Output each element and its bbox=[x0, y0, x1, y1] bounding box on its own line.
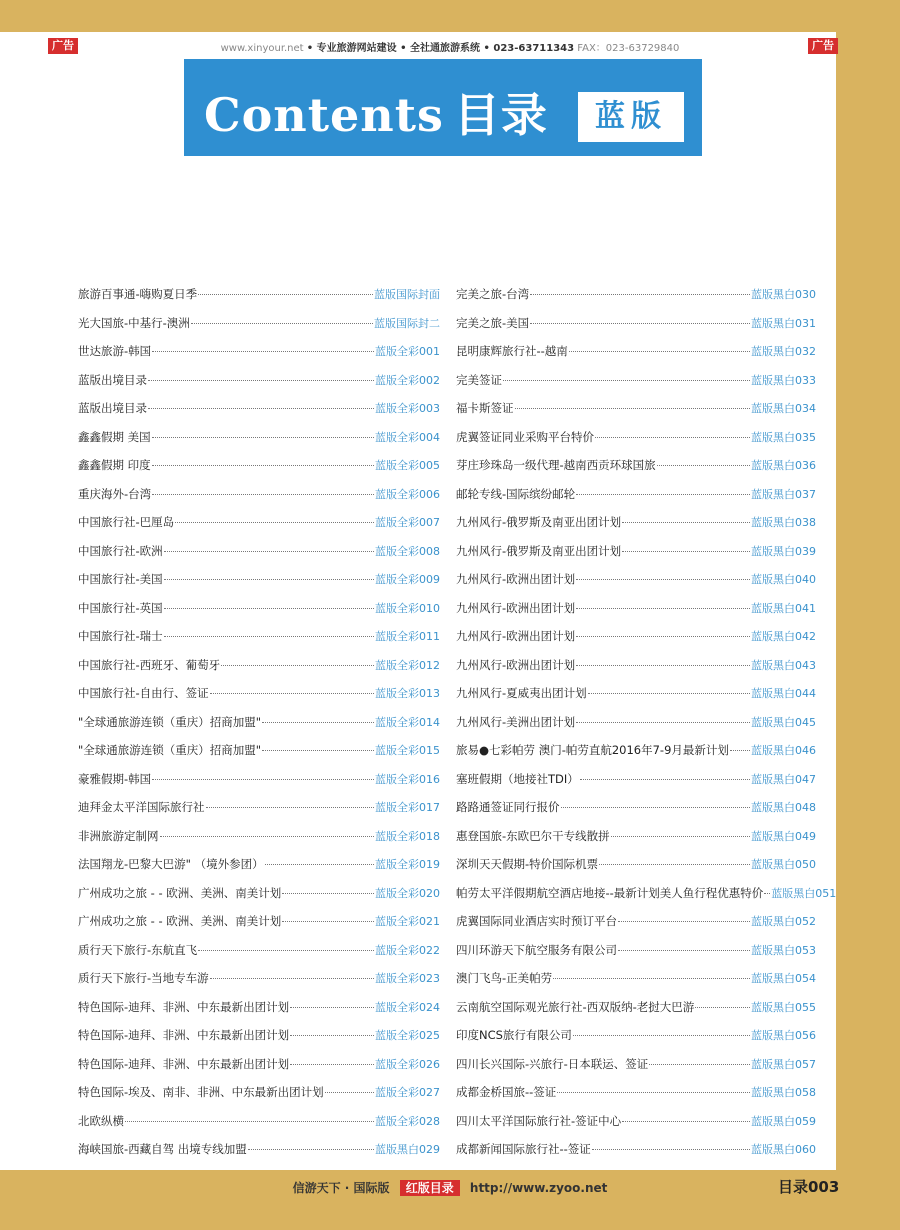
toc-entry-page: 蓝版黑白029 bbox=[375, 1143, 440, 1156]
toc-entry-title: 完美签证 bbox=[456, 372, 502, 387]
toc-leader-dots bbox=[561, 807, 751, 808]
toc-entry-title: 虎翼签证同业采购平台特价 bbox=[456, 429, 594, 444]
toc-entry[interactable] bbox=[78, 771, 440, 800]
toc-entry-page: 蓝版全彩025 bbox=[375, 1029, 440, 1042]
edition-badge: 蓝版 bbox=[578, 92, 684, 142]
toc-entry-page: 蓝版黑白038 bbox=[751, 516, 816, 529]
toc-leader-dots bbox=[573, 1035, 750, 1036]
toc-entry[interactable] bbox=[456, 1084, 816, 1113]
toc-entry-page: 蓝版全彩016 bbox=[375, 772, 440, 786]
toc-entry-title: 豪雅假期-韩国 bbox=[78, 771, 152, 786]
toc-entry[interactable] bbox=[78, 742, 440, 771]
toc-entry-page: 蓝版黑白033 bbox=[751, 373, 816, 387]
toc-leader-dots bbox=[262, 722, 374, 723]
toc-leader-dots bbox=[290, 1064, 374, 1065]
toc-entry-page: 蓝版全彩009 bbox=[375, 573, 440, 586]
toc-entry-page: 蓝版全彩010 bbox=[375, 601, 440, 615]
toc-leader-dots bbox=[210, 693, 374, 694]
toc-entry[interactable] bbox=[456, 628, 816, 657]
toc-leader-dots bbox=[325, 1092, 374, 1093]
toc-entry-page: 蓝版黑白031 bbox=[751, 316, 816, 330]
toc-leader-dots bbox=[622, 1121, 750, 1122]
toc-entry-page: 蓝版黑白045 bbox=[751, 715, 816, 729]
toc-entry[interactable] bbox=[456, 315, 816, 344]
toc-entry[interactable] bbox=[78, 1056, 440, 1085]
toc-leader-dots bbox=[622, 551, 750, 552]
toc-leader-dots bbox=[622, 522, 750, 523]
toc-entry-title: 中国旅行社-欧洲 bbox=[78, 543, 163, 558]
footer-section-badge: 红版目录 bbox=[400, 1180, 460, 1196]
toc-entry[interactable] bbox=[456, 714, 816, 743]
toc-leader-dots bbox=[164, 579, 374, 580]
toc-entry-page: 蓝版黑白030 bbox=[751, 288, 816, 301]
toc-entry[interactable] bbox=[456, 400, 816, 429]
toc-leader-dots bbox=[160, 836, 375, 837]
toc-entry[interactable] bbox=[456, 372, 816, 401]
toc-entry-page: 蓝版黑白052 bbox=[751, 915, 816, 928]
toc-entry[interactable] bbox=[78, 400, 440, 429]
toc-entry-title: 九州风行-欧洲出团计划 bbox=[456, 629, 576, 643]
toc-entry[interactable] bbox=[78, 315, 440, 344]
toc-entry-page: 蓝版全彩008 bbox=[375, 544, 440, 558]
header-services: • 专业旅游网站建设 • 全社通旅游系统 • 023-63711343 bbox=[306, 43, 575, 54]
toc-entry-page: 蓝版黑白048 bbox=[751, 801, 816, 814]
toc-leader-dots bbox=[262, 750, 374, 751]
toc-entry[interactable] bbox=[78, 999, 440, 1028]
toc-leader-dots bbox=[164, 608, 374, 609]
toc-entry-title: 九州风行-俄罗斯及南亚出团计划 bbox=[456, 543, 622, 558]
toc-entry-title: 九州风行-欧洲出团计划 bbox=[456, 600, 576, 615]
toc-entry[interactable] bbox=[456, 828, 816, 857]
toc-leader-dots bbox=[152, 465, 374, 466]
toc-entry[interactable] bbox=[456, 429, 816, 458]
toc-entry[interactable] bbox=[456, 571, 816, 600]
toc-entry[interactable] bbox=[78, 799, 440, 828]
toc-leader-dots bbox=[152, 437, 374, 438]
toc-entry-title: 蓝版出境目录 bbox=[78, 372, 147, 387]
toc-entry[interactable] bbox=[456, 1113, 816, 1142]
toc-entry-title: 北欧纵横 bbox=[78, 1113, 124, 1128]
toc-entry-page: 蓝版黑白054 bbox=[751, 972, 816, 985]
toc-entry-page: 蓝版黑白050 bbox=[751, 858, 816, 871]
header-url[interactable]: www.xinyour.net bbox=[220, 43, 304, 54]
header-fax: FAX：023-63729840 bbox=[577, 43, 680, 54]
banner-title-en: Contents bbox=[204, 88, 444, 142]
toc-entry[interactable] bbox=[456, 657, 816, 686]
toc-entry-page: 蓝版全彩004 bbox=[375, 430, 440, 444]
toc-entry-page: 蓝版全彩006 bbox=[375, 487, 440, 501]
footer-publication: 信游天下 · 国际版 bbox=[292, 1181, 390, 1195]
toc-entry-page: 蓝版全彩011 bbox=[375, 630, 440, 643]
toc-leader-dots bbox=[553, 978, 750, 979]
toc-leader-dots bbox=[282, 893, 374, 894]
toc-entry-page: 蓝版黑白058 bbox=[751, 1086, 816, 1099]
toc-entry-page: 蓝版黑白032 bbox=[751, 345, 816, 358]
toc-entry-title: 广州成功之旅 - - 欧洲、美洲、南美计划 bbox=[78, 885, 282, 900]
toc-entry-title: 鑫鑫假期 美国 bbox=[78, 429, 151, 444]
toc-entry-page: 蓝版黑白039 bbox=[751, 544, 816, 558]
toc-leader-dots bbox=[206, 807, 375, 808]
toc-leader-dots bbox=[592, 1149, 750, 1150]
toc-entry-page: 蓝版全彩027 bbox=[375, 1086, 440, 1099]
toc-entry[interactable] bbox=[78, 856, 440, 885]
toc-leader-dots bbox=[221, 665, 374, 666]
toc-leader-dots bbox=[576, 636, 750, 637]
toc-entry[interactable] bbox=[78, 1113, 440, 1142]
toc-entry-page: 蓝版全彩005 bbox=[375, 459, 440, 472]
contents-banner bbox=[184, 59, 702, 156]
toc-leader-dots bbox=[152, 779, 374, 780]
toc-leader-dots bbox=[530, 294, 750, 295]
toc-entry-page: 蓝版全彩007 bbox=[375, 516, 440, 529]
toc-entry-page: 蓝版黑白059 bbox=[751, 1114, 816, 1128]
toc-leader-dots bbox=[576, 608, 750, 609]
toc-leader-dots bbox=[695, 1007, 750, 1008]
toc-entry-title: 四川长兴国际-兴旅行-日本联运、签证 bbox=[456, 1056, 649, 1071]
toc-entry-page: 蓝版黑白043 bbox=[751, 658, 816, 672]
toc-entry-title: 中国旅行社-自由行、签证 bbox=[78, 686, 209, 700]
toc-leader-dots bbox=[198, 294, 373, 295]
toc-entry-title: 质行天下旅行-东航直飞 bbox=[78, 942, 198, 957]
toc-entry-page: 蓝版黑白046 bbox=[751, 744, 816, 757]
toc-entry-page: 蓝版全彩001 bbox=[375, 345, 440, 358]
toc-entry-page: 蓝版国际封面 bbox=[374, 288, 440, 301]
toc-entry-title: 中国旅行社-英国 bbox=[78, 600, 163, 615]
toc-entry-title: 世达旅游-韩国 bbox=[78, 344, 152, 358]
toc-entry[interactable] bbox=[456, 742, 816, 771]
toc-entry-title: 完美之旅-美国 bbox=[456, 315, 530, 330]
toc-entry[interactable] bbox=[78, 600, 440, 629]
toc-entry-page: 蓝版黑白041 bbox=[751, 601, 816, 615]
toc-column-left bbox=[78, 286, 440, 1170]
toc-entry[interactable] bbox=[78, 514, 440, 543]
toc-entry-page: 蓝版黑白056 bbox=[751, 1029, 816, 1042]
toc-entry-page: 蓝版全彩028 bbox=[375, 1114, 440, 1128]
toc-entry-page: 蓝版全彩024 bbox=[375, 1000, 440, 1014]
toc-entry[interactable] bbox=[456, 942, 816, 971]
toc-entry-title: 九州风行-欧洲出团计划 bbox=[456, 572, 576, 586]
footer-text bbox=[0, 1179, 900, 1196]
toc-entry-title: 特色国际-迪拜、非洲、中东最新出团计划 bbox=[78, 999, 290, 1014]
banner-title bbox=[204, 85, 548, 145]
toc-entry[interactable] bbox=[78, 1141, 440, 1170]
toc-entry-page: 蓝版黑白042 bbox=[751, 630, 816, 643]
toc-entry[interactable] bbox=[78, 1027, 440, 1056]
toc-leader-dots bbox=[265, 864, 374, 865]
toc-entry[interactable] bbox=[456, 970, 816, 999]
toc-leader-dots bbox=[152, 494, 374, 495]
toc-leader-dots bbox=[175, 522, 374, 523]
toc-leader-dots bbox=[576, 665, 750, 666]
toc-entry-title: 澳门飞鸟-正美帕劳 bbox=[456, 971, 553, 985]
toc-leader-dots bbox=[191, 323, 373, 324]
toc-leader-dots bbox=[599, 864, 750, 865]
toc-entry-title: 重庆海外-台湾 bbox=[78, 486, 152, 501]
toc-entry[interactable] bbox=[456, 1141, 816, 1170]
toc-entry-page: 蓝版黑白051 bbox=[771, 886, 837, 900]
toc-leader-dots bbox=[588, 693, 750, 694]
toc-leader-dots bbox=[576, 722, 750, 723]
toc-leader-dots bbox=[164, 636, 374, 637]
toc-leader-dots bbox=[210, 978, 374, 979]
toc-entry[interactable] bbox=[456, 286, 816, 315]
toc-entry[interactable] bbox=[456, 856, 816, 885]
ad-tag-right: 广告 bbox=[808, 38, 838, 54]
top-bar bbox=[0, 0, 900, 54]
toc-leader-dots bbox=[580, 779, 750, 780]
toc-entry-title: 成都金桥国旅--签证 bbox=[456, 1085, 557, 1099]
toc-leader-dots bbox=[248, 1149, 374, 1150]
toc-entry-page: 蓝版黑白035 bbox=[751, 430, 816, 444]
toc-entry-title: 特色国际-埃及、南非、非洲、中东最新出团计划 bbox=[78, 1085, 324, 1099]
toc-entry[interactable] bbox=[456, 457, 816, 486]
toc-entry-title: 路路通签证同行报价 bbox=[456, 800, 560, 814]
toc-leader-dots bbox=[125, 1121, 374, 1122]
toc-entry-page: 蓝版全彩012 bbox=[375, 658, 440, 672]
toc-leader-dots bbox=[290, 1035, 374, 1036]
toc-leader-dots bbox=[515, 408, 751, 409]
toc-leader-dots bbox=[611, 836, 750, 837]
toc-entry[interactable] bbox=[78, 486, 440, 515]
toc-leader-dots bbox=[649, 1064, 750, 1065]
toc-entry-page: 蓝版全彩019 bbox=[375, 858, 440, 871]
toc-leader-dots bbox=[290, 1007, 374, 1008]
toc-entry-page: 蓝版全彩023 bbox=[375, 972, 440, 985]
toc-entry-page: 蓝版全彩014 bbox=[375, 715, 440, 729]
toc-entry[interactable] bbox=[456, 486, 816, 515]
toc-entry[interactable] bbox=[456, 600, 816, 629]
toc-entry[interactable] bbox=[78, 685, 440, 714]
toc-entry-title: 九州风行-俄罗斯及南亚出团计划 bbox=[456, 515, 622, 529]
toc-entry-title: 光大国旅-中基行-澳洲 bbox=[78, 315, 190, 330]
toc-entry-page: 蓝版黑白044 bbox=[751, 687, 816, 700]
toc-entry-title: 邮轮专线-国际缤纷邮轮 bbox=[456, 486, 576, 501]
toc-entry-page: 蓝版全彩017 bbox=[375, 801, 440, 814]
toc-entry-title: 旅易●七彩帕劳 澳门-帕劳直航2016年7-9月最新计划 bbox=[456, 743, 729, 757]
toc-entry-title: 完美之旅-台湾 bbox=[456, 287, 530, 301]
toc-entry[interactable] bbox=[456, 1056, 816, 1085]
toc-entry[interactable] bbox=[456, 999, 816, 1028]
toc-entry-title: 非洲旅游定制网 bbox=[78, 828, 159, 843]
toc-entry[interactable] bbox=[456, 771, 816, 800]
toc-leader-dots bbox=[282, 921, 374, 922]
toc-entry-title: 质行天下旅行-当地专车游 bbox=[78, 971, 209, 985]
toc-entry-title: "全球通旅游连锁（重庆）招商加盟" bbox=[78, 714, 262, 729]
toc-entry-page: 蓝版全彩013 bbox=[375, 687, 440, 700]
toc-entry-title: 印度NCS旅行有限公司 bbox=[456, 1028, 572, 1042]
toc-entry-title: 特色国际-迪拜、非洲、中东最新出团计划 bbox=[78, 1028, 290, 1042]
toc-entry-page: 蓝版黑白057 bbox=[751, 1057, 816, 1071]
footer-bar bbox=[0, 1170, 900, 1230]
toc-entry[interactable] bbox=[78, 372, 440, 401]
toc-entry-title: 特色国际-迪拜、非洲、中东最新出团计划 bbox=[78, 1056, 290, 1071]
toc-entry-page: 蓝版全彩022 bbox=[375, 943, 440, 957]
footer-page-label: 目录003 bbox=[778, 1178, 840, 1196]
toc-leader-dots bbox=[557, 1092, 750, 1093]
toc-leader-dots bbox=[569, 351, 750, 352]
toc-entry-title: 成都新闻国际旅行社--签证 bbox=[456, 1142, 591, 1156]
toc-entry-page: 蓝版黑白036 bbox=[751, 459, 816, 472]
toc-entry[interactable] bbox=[456, 913, 816, 942]
toc-entry-title: 芽庄珍珠岛一级代理-越南西贡环球国旅 bbox=[456, 458, 656, 472]
toc-entry[interactable] bbox=[78, 543, 440, 572]
toc-leader-dots bbox=[148, 380, 374, 381]
toc-entry[interactable] bbox=[78, 942, 440, 971]
toc-entry-page: 蓝版全彩018 bbox=[375, 829, 440, 843]
toc-entry-page: 蓝版全彩002 bbox=[375, 373, 440, 387]
toc-entry[interactable] bbox=[78, 628, 440, 657]
toc-entry-title: 迪拜金太平洋国际旅行社 bbox=[78, 800, 205, 814]
toc-entry-page: 蓝版黑白060 bbox=[751, 1143, 816, 1156]
toc-entry-page: 蓝版黑白037 bbox=[751, 487, 816, 501]
toc-leader-dots bbox=[152, 351, 374, 352]
toc-entry-title: 鑫鑫假期 印度 bbox=[78, 458, 151, 472]
toc-entry-page: 蓝版全彩026 bbox=[375, 1057, 440, 1071]
toc-entry[interactable] bbox=[78, 343, 440, 372]
toc-leader-dots bbox=[576, 494, 750, 495]
toc-entry-page: 蓝版全彩021 bbox=[375, 915, 440, 928]
header-contact bbox=[0, 39, 900, 54]
banner-title-cn: 目录 bbox=[453, 88, 548, 142]
toc-entry[interactable] bbox=[456, 885, 837, 914]
toc-entry[interactable] bbox=[78, 429, 440, 458]
toc-leader-dots bbox=[764, 893, 770, 894]
toc-entry-title: 中国旅行社-巴厘岛 bbox=[78, 515, 175, 529]
toc-entry-title: 旅游百事通-嗨购夏日季 bbox=[78, 287, 198, 301]
toc-entry-title: 中国旅行社-美国 bbox=[78, 572, 163, 586]
toc-entry-title: 四川太平洋国际旅行社-签证中心 bbox=[456, 1113, 622, 1128]
toc-entry[interactable] bbox=[78, 286, 440, 315]
toc-entry[interactable] bbox=[456, 543, 816, 572]
toc-entry-title: 海峡国旅-西藏自驾 出境专线加盟 bbox=[78, 1142, 247, 1156]
toc-entry-title: 广州成功之旅 - - 欧洲、美洲、南美计划 bbox=[78, 914, 282, 928]
toc-entry-page: 蓝版黑白055 bbox=[751, 1000, 816, 1014]
toc-entry-title: 福卡斯签证 bbox=[456, 401, 514, 415]
toc-entry-title: 九州风行-美洲出团计划 bbox=[456, 714, 576, 729]
toc-entry-page: 蓝版全彩003 bbox=[375, 402, 440, 415]
toc-entry[interactable] bbox=[78, 657, 440, 686]
toc-entry[interactable] bbox=[78, 828, 440, 857]
toc-entry[interactable] bbox=[456, 343, 816, 372]
toc-entry-title: 法国翔龙-巴黎大巴游" （境外参团） bbox=[78, 857, 264, 871]
toc-leader-dots bbox=[198, 950, 374, 951]
toc-entry-title: 云南航空国际观光旅行社-西双版纳-老挝大巴游 bbox=[456, 999, 695, 1014]
toc-leader-dots bbox=[595, 437, 750, 438]
toc-entry-title: 中国旅行社-瑞士 bbox=[78, 629, 163, 643]
toc-entry-title: 九州风行-欧洲出团计划 bbox=[456, 657, 576, 672]
toc-leader-dots bbox=[657, 465, 750, 466]
toc-entry[interactable] bbox=[78, 1084, 440, 1113]
toc-entry-page: 蓝版全彩015 bbox=[375, 744, 440, 757]
toc-entry[interactable] bbox=[78, 714, 440, 743]
toc-entry-title: 蓝版出境目录 bbox=[78, 401, 147, 415]
toc-entry[interactable] bbox=[456, 514, 816, 543]
toc-entry-title: 虎翼国际同业酒店实时预订平台 bbox=[456, 914, 617, 928]
toc-leader-dots bbox=[164, 551, 374, 552]
toc-entry-title: 九州风行-夏威夷出团计划 bbox=[456, 686, 587, 700]
toc-entry-page: 蓝版国际封二 bbox=[374, 316, 440, 330]
toc-entry[interactable] bbox=[78, 571, 440, 600]
toc-entry[interactable] bbox=[78, 913, 440, 942]
toc-leader-dots bbox=[148, 408, 374, 409]
toc-entry-title: 帕劳太平洋假期航空酒店地接--最新计划美人鱼行程优惠特价 bbox=[456, 885, 764, 900]
toc-entry-page: 蓝版黑白040 bbox=[751, 573, 816, 586]
toc-entry-title: 四川环游天下航空服务有限公司 bbox=[456, 942, 617, 957]
toc-entry-title: 中国旅行社-西班牙、葡萄牙 bbox=[78, 657, 221, 672]
toc-entry-page: 蓝版黑白049 bbox=[751, 829, 816, 843]
toc-entry-title: 惠登国旅-东欧巴尔干专线散拼 bbox=[456, 828, 610, 843]
toc-leader-dots bbox=[530, 323, 750, 324]
toc-entry-title: 昆明康辉旅行社--越南 bbox=[456, 344, 568, 358]
toc-entry-title: "全球通旅游连锁（重庆）招商加盟" bbox=[78, 743, 262, 757]
toc-leader-dots bbox=[618, 921, 750, 922]
toc-entry[interactable] bbox=[456, 799, 816, 828]
toc-leader-dots bbox=[618, 950, 750, 951]
toc-entry-page: 蓝版黑白034 bbox=[751, 402, 816, 415]
toc-entry-page: 蓝版黑白053 bbox=[751, 943, 816, 957]
toc-entry-page: 蓝版黑白047 bbox=[751, 772, 816, 786]
toc-column-right bbox=[456, 286, 837, 1170]
ad-tag-left: 广告 bbox=[48, 38, 78, 54]
toc-entry-page: 蓝版全彩020 bbox=[375, 886, 440, 900]
toc-entry[interactable] bbox=[78, 970, 440, 999]
footer-url[interactable]: http://www.zyoo.net bbox=[469, 1181, 608, 1195]
toc-leader-dots bbox=[730, 750, 750, 751]
toc-entry[interactable] bbox=[456, 1027, 816, 1056]
toc-entry-title: 深圳天天假期-特价国际机票 bbox=[456, 857, 599, 871]
toc-entry[interactable] bbox=[456, 685, 816, 714]
toc-entry[interactable] bbox=[78, 885, 440, 914]
toc-leader-dots bbox=[576, 579, 750, 580]
toc-entry-title: 塞班假期（地接社TDI） bbox=[456, 771, 579, 786]
toc-entry[interactable] bbox=[78, 457, 440, 486]
toc-leader-dots bbox=[503, 380, 750, 381]
